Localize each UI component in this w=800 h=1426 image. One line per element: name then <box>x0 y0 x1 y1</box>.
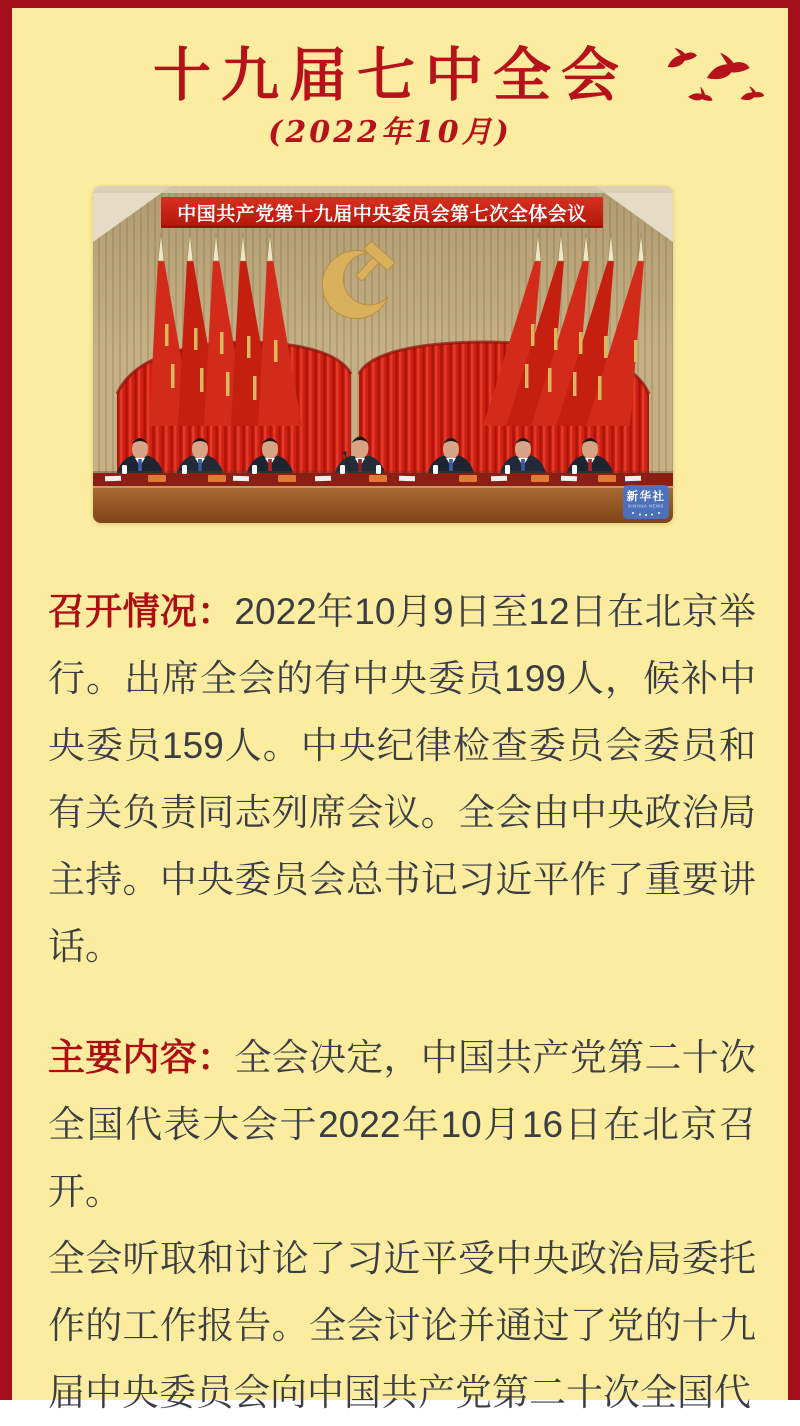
section-main-content-continued <box>48 1225 756 1426</box>
section-convening <box>48 578 756 980</box>
section-main-content-text-2: 全会听取和讨论了习近平受中央政治局委托作的工作报告。全会讨论并通过了党的十九届中央委员会向中国共产党第二十次全国代 <box>48 1237 756 1413</box>
photo-banner-text: 中国共产党第十九届中央委员会第七次全体会议 <box>177 203 587 225</box>
section-main-content-text-1: 全会决定，中国共产党第二十次全国代表大会于2022年10月16日在北京召开。 <box>48 1036 757 1212</box>
xinhua-watermark-name: 新华社 <box>626 490 666 503</box>
xinhua-watermark-sub: XINHUA NEWS <box>628 503 664 509</box>
meeting-photo <box>93 186 673 523</box>
page-subtitle: (2022年10月) <box>268 114 512 150</box>
section-main-content <box>48 1024 756 1225</box>
xinhua-watermark <box>623 485 669 519</box>
doves-icon <box>656 36 776 106</box>
section-convening-text: 2022年10月9日至12日在北京举行。出席全会的有中央委员199人，候补中央委员159人。中央纪律检查委员会委员和有关负责同志列席会议。全会由中央政治局主持。中央委员会总书记习近平作了重要讲话。 <box>48 590 757 967</box>
section-main-content-label: 主要内容： <box>48 1036 235 1078</box>
section-convening-label: 召开情况： <box>48 590 235 632</box>
page-title: 十九届七中全会 <box>152 41 629 109</box>
body-text <box>48 578 756 1426</box>
photo-banner <box>161 197 603 228</box>
